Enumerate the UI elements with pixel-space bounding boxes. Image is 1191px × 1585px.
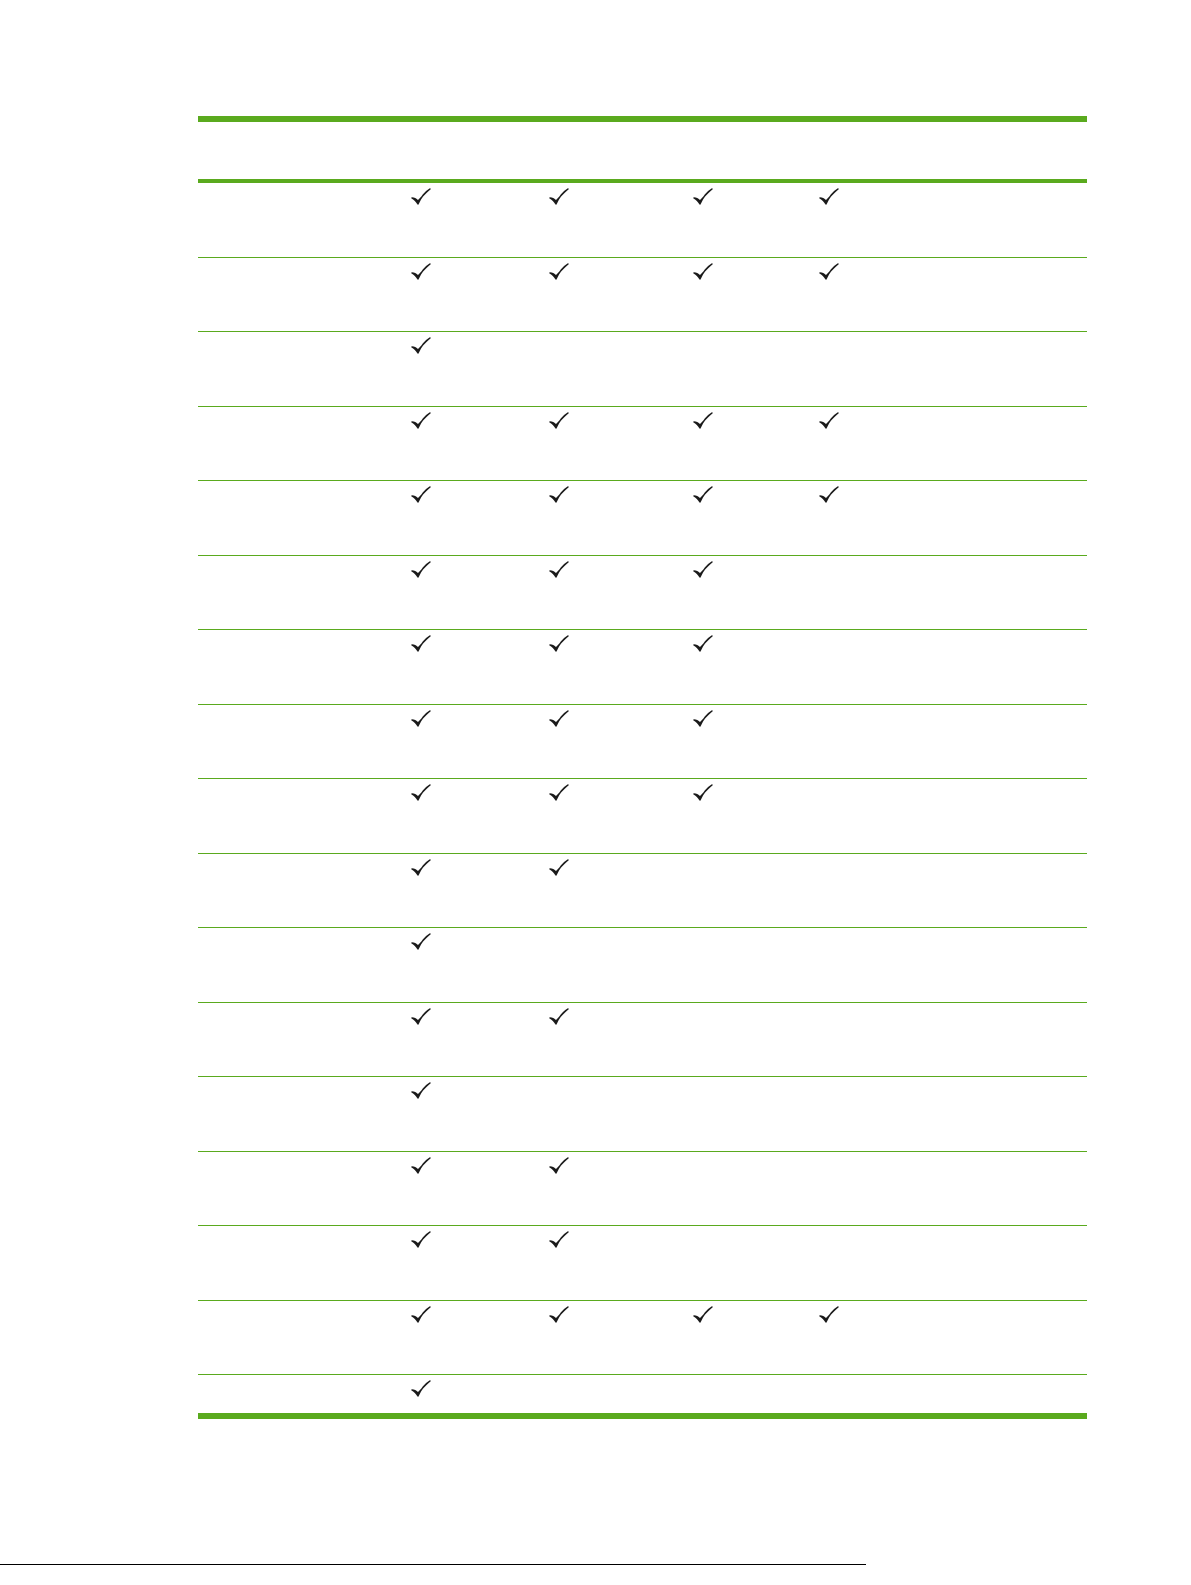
table-row	[198, 928, 1087, 1003]
checkmark-icon	[818, 262, 840, 282]
table-cell	[818, 187, 844, 213]
table-cell	[818, 336, 844, 362]
table-cell	[692, 560, 718, 586]
checkmark-icon	[410, 187, 432, 207]
table-cell	[410, 1081, 436, 1107]
table-cell	[410, 262, 436, 288]
table-cell	[548, 1007, 574, 1033]
table-cell	[818, 1007, 844, 1033]
table-cell	[548, 1379, 574, 1405]
table-row	[198, 407, 1087, 482]
table-cell	[410, 187, 436, 213]
table-cell	[410, 411, 436, 437]
table-cell	[692, 187, 718, 213]
table-cell	[410, 1379, 436, 1405]
table-cell	[410, 634, 436, 660]
table-cell	[692, 1379, 718, 1405]
checkmark-icon	[548, 709, 570, 729]
checkmark-icon	[410, 1379, 432, 1399]
checkmark-icon	[692, 485, 714, 505]
checkmark-icon	[410, 932, 432, 952]
table-row	[198, 556, 1087, 631]
table-cell	[818, 709, 844, 735]
checkmark-icon	[692, 411, 714, 431]
table-cell	[548, 411, 574, 437]
checkmark-icon	[818, 1305, 840, 1325]
table-cell	[692, 262, 718, 288]
table-cell	[548, 1305, 574, 1331]
table-cell	[410, 1007, 436, 1033]
checkmark-icon	[410, 709, 432, 729]
table-cell	[818, 1156, 844, 1182]
checkmark-icon	[548, 187, 570, 207]
checkmark-icon	[410, 858, 432, 878]
table-cell	[548, 932, 574, 958]
checkmark-icon	[410, 411, 432, 431]
table-cell	[692, 485, 718, 511]
table-cell	[410, 783, 436, 809]
checkmark-icon	[548, 1007, 570, 1027]
table-row	[198, 1226, 1087, 1301]
table-cell	[548, 485, 574, 511]
table-cell	[548, 560, 574, 586]
table-cell	[692, 932, 718, 958]
table-cell	[410, 1156, 436, 1182]
table-cell	[692, 1305, 718, 1331]
table-row	[198, 481, 1087, 556]
table-cell	[548, 783, 574, 809]
table-cell	[692, 1230, 718, 1256]
table-cell	[548, 262, 574, 288]
table-row	[198, 1077, 1087, 1152]
checkmark-icon	[692, 187, 714, 207]
table-cell	[410, 1305, 436, 1331]
checkmark-icon	[548, 634, 570, 654]
checkmark-icon	[410, 1305, 432, 1325]
compatibility-table	[198, 116, 1087, 1419]
checkmark-icon	[818, 485, 840, 505]
table-cell	[410, 560, 436, 586]
table-cell	[548, 709, 574, 735]
table-cell	[818, 1379, 844, 1405]
checkmark-icon	[692, 262, 714, 282]
checkmark-icon	[692, 634, 714, 654]
table-cell	[548, 1081, 574, 1107]
checkmark-icon	[548, 560, 570, 580]
table-cell	[692, 709, 718, 735]
table-cell	[818, 1230, 844, 1256]
table-cell	[410, 932, 436, 958]
checkmark-icon	[548, 858, 570, 878]
table-row	[198, 1375, 1087, 1413]
table-cell	[692, 1156, 718, 1182]
table-cell	[410, 858, 436, 884]
table-cell	[818, 783, 844, 809]
table-cell	[548, 858, 574, 884]
table-cell	[818, 411, 844, 437]
table-cell	[692, 1007, 718, 1033]
checkmark-icon	[692, 560, 714, 580]
table-cell	[818, 932, 844, 958]
table-cell	[692, 336, 718, 362]
checkmark-icon	[410, 560, 432, 580]
table-cell	[818, 858, 844, 884]
table-row	[198, 183, 1087, 258]
table-body	[198, 183, 1087, 1413]
table-row	[198, 1301, 1087, 1376]
checkmark-icon	[548, 1305, 570, 1325]
checkmark-icon	[692, 709, 714, 729]
table-cell	[548, 336, 574, 362]
checkmark-icon	[692, 783, 714, 803]
table-cell	[692, 783, 718, 809]
table-cell	[548, 187, 574, 213]
checkmark-icon	[548, 1230, 570, 1250]
checkmark-icon	[548, 262, 570, 282]
table-cell	[548, 634, 574, 660]
table-cell	[818, 262, 844, 288]
table-row	[198, 258, 1087, 333]
table-cell	[818, 634, 844, 660]
checkmark-icon	[692, 1305, 714, 1325]
checkmark-icon	[410, 485, 432, 505]
checkmark-icon	[410, 783, 432, 803]
table-cell	[410, 1230, 436, 1256]
table-row	[198, 1152, 1087, 1227]
checkmark-icon	[818, 187, 840, 207]
table-cell	[692, 411, 718, 437]
checkmark-icon	[548, 485, 570, 505]
table-bottom-rule	[198, 1413, 1087, 1419]
table-cell	[818, 1081, 844, 1107]
table-row	[198, 854, 1087, 929]
table-cell	[692, 858, 718, 884]
table-row	[198, 332, 1087, 407]
checkmark-icon	[548, 783, 570, 803]
checkmark-icon	[410, 262, 432, 282]
checkmark-icon	[818, 411, 840, 431]
table-cell	[410, 709, 436, 735]
table-cell	[548, 1156, 574, 1182]
table-header-row	[198, 122, 1087, 179]
table-cell	[548, 1230, 574, 1256]
table-cell	[692, 1081, 718, 1107]
checkmark-icon	[410, 1007, 432, 1027]
table-cell	[818, 485, 844, 511]
table-cell	[818, 1305, 844, 1331]
checkmark-icon	[548, 1156, 570, 1176]
checkmark-icon	[410, 336, 432, 356]
table-cell	[410, 336, 436, 362]
table-row	[198, 779, 1087, 854]
page-footer-rule	[0, 1564, 866, 1565]
table-cell	[692, 634, 718, 660]
table-row	[198, 705, 1087, 780]
table-row	[198, 630, 1087, 705]
checkmark-icon	[410, 1230, 432, 1250]
table-cell	[410, 485, 436, 511]
checkmark-icon	[410, 634, 432, 654]
table-cell	[818, 560, 844, 586]
table-row	[198, 1003, 1087, 1078]
checkmark-icon	[410, 1156, 432, 1176]
checkmark-icon	[548, 411, 570, 431]
checkmark-icon	[410, 1081, 432, 1101]
